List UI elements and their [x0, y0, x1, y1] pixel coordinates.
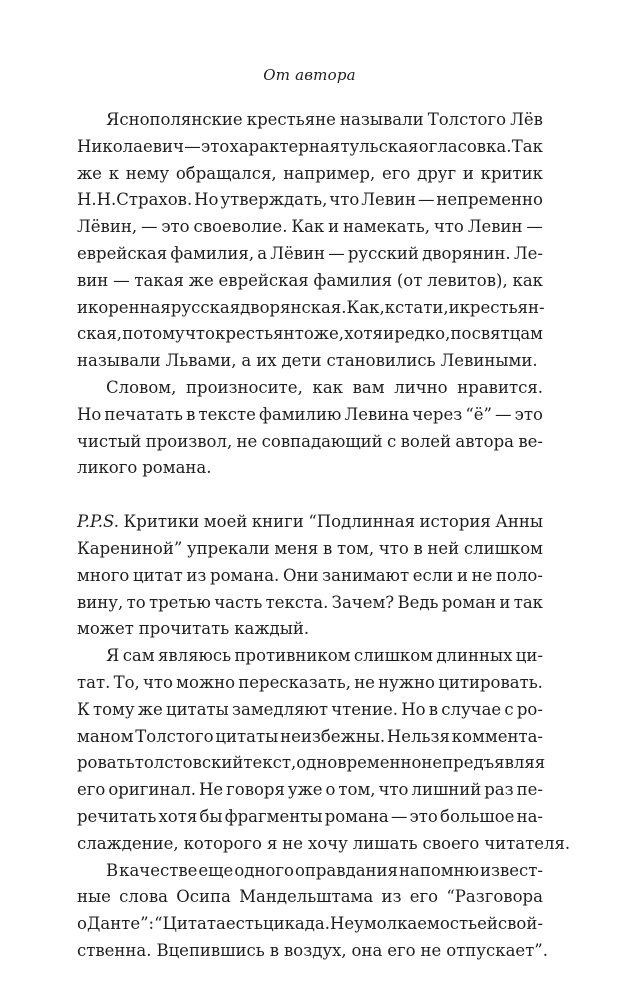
text-line: чистый произвол, не совпадающий с волей автора ве-	[77, 431, 543, 451]
text-line: вину, то третью часть текста. Зачем? Ведь роман и так	[77, 592, 543, 612]
text-line: ственна. Вцепившись в воздух, она его не отпускает”.	[77, 940, 548, 960]
text-line: и коренная русская дворянская. Как, кстати, и крестьян-	[77, 297, 545, 317]
paragraph	[77, 858, 548, 965]
text-line: Н.Н.Страхов. Но утверждать, что Левин — непременно	[77, 190, 543, 210]
pps-label: P.P.S.	[77, 512, 119, 532]
text-line: ные слова Осипа Мандельштама из его “Разговора	[77, 887, 543, 907]
text-line: слаждение, которого я не хочу лишать своего читателя.	[77, 833, 571, 853]
text-line: Но печатать в тексте фамилию Левина через “ё” — это	[77, 404, 543, 424]
text-line: Я сам являюсь противником слишком длинных ци-	[106, 646, 543, 666]
text-line: ровать толстовский текст, одновременно не предъявляя	[77, 753, 546, 773]
text-line: может прочитать каждый.	[77, 619, 310, 639]
page-body-text	[77, 107, 571, 965]
paragraph	[77, 643, 571, 857]
text-line: ская, потому что крестьян тоже, хотя и редко, по святцам	[77, 324, 543, 344]
text-line: Карениной” упрекали меня в том, что в ней слишком	[77, 538, 543, 558]
text-line: речитать хотя бы фрагменты романа — это большое на-	[77, 806, 543, 826]
text-line: его оригинал. Не говоря уже о том, что лишний раз пе-	[77, 780, 543, 800]
text-line: В качестве еще одного оправдания напомню извест-	[106, 860, 543, 880]
text-line: о Данте”: “Цитата есть цикада. Неумолкаемость ей свой-	[77, 914, 543, 934]
text-line: Словом, произносите, как вам лично нравится.	[106, 377, 543, 397]
paragraph	[77, 375, 543, 482]
text-line: маном Толстого цитаты неизбежны. Нельзя коммента-	[77, 726, 543, 746]
text-line: P.P.S. Критики моей книги “Подлинная история Анны	[77, 509, 543, 536]
text-line: же к нему обращался, например, его друг и критик	[77, 163, 543, 183]
text-line: много цитат из романа. Они занимают если и не поло-	[77, 565, 543, 585]
paragraph	[77, 107, 543, 375]
text-line: еврейская фамилия, а Лёвин — русский дворянин. Ле-	[77, 243, 543, 263]
text-line: называли Львами, а их дети становились Левиными.	[77, 351, 538, 371]
running-header: От автора	[263, 66, 356, 84]
section-gap	[77, 482, 543, 509]
text-line: Яснополянские крестьяне называли Толстого Лёв	[106, 110, 543, 129]
text-line: К тому же цитаты замедляют чтение. Но в случае с ро-	[77, 699, 543, 719]
paragraph	[77, 509, 543, 643]
text-line: Николаевич — это характерная тульская огласовка. Так	[77, 136, 543, 156]
text-line: вин — такая же еврейская фамилия (от левитов), как	[77, 270, 543, 290]
text-line: тат. То, что можно пересказать, не нужно цитировать.	[77, 672, 543, 692]
text-line: Лёвин, — это своеволие. Как и намекать, что Левин —	[77, 217, 543, 237]
text-line: ликого романа.	[77, 458, 212, 478]
